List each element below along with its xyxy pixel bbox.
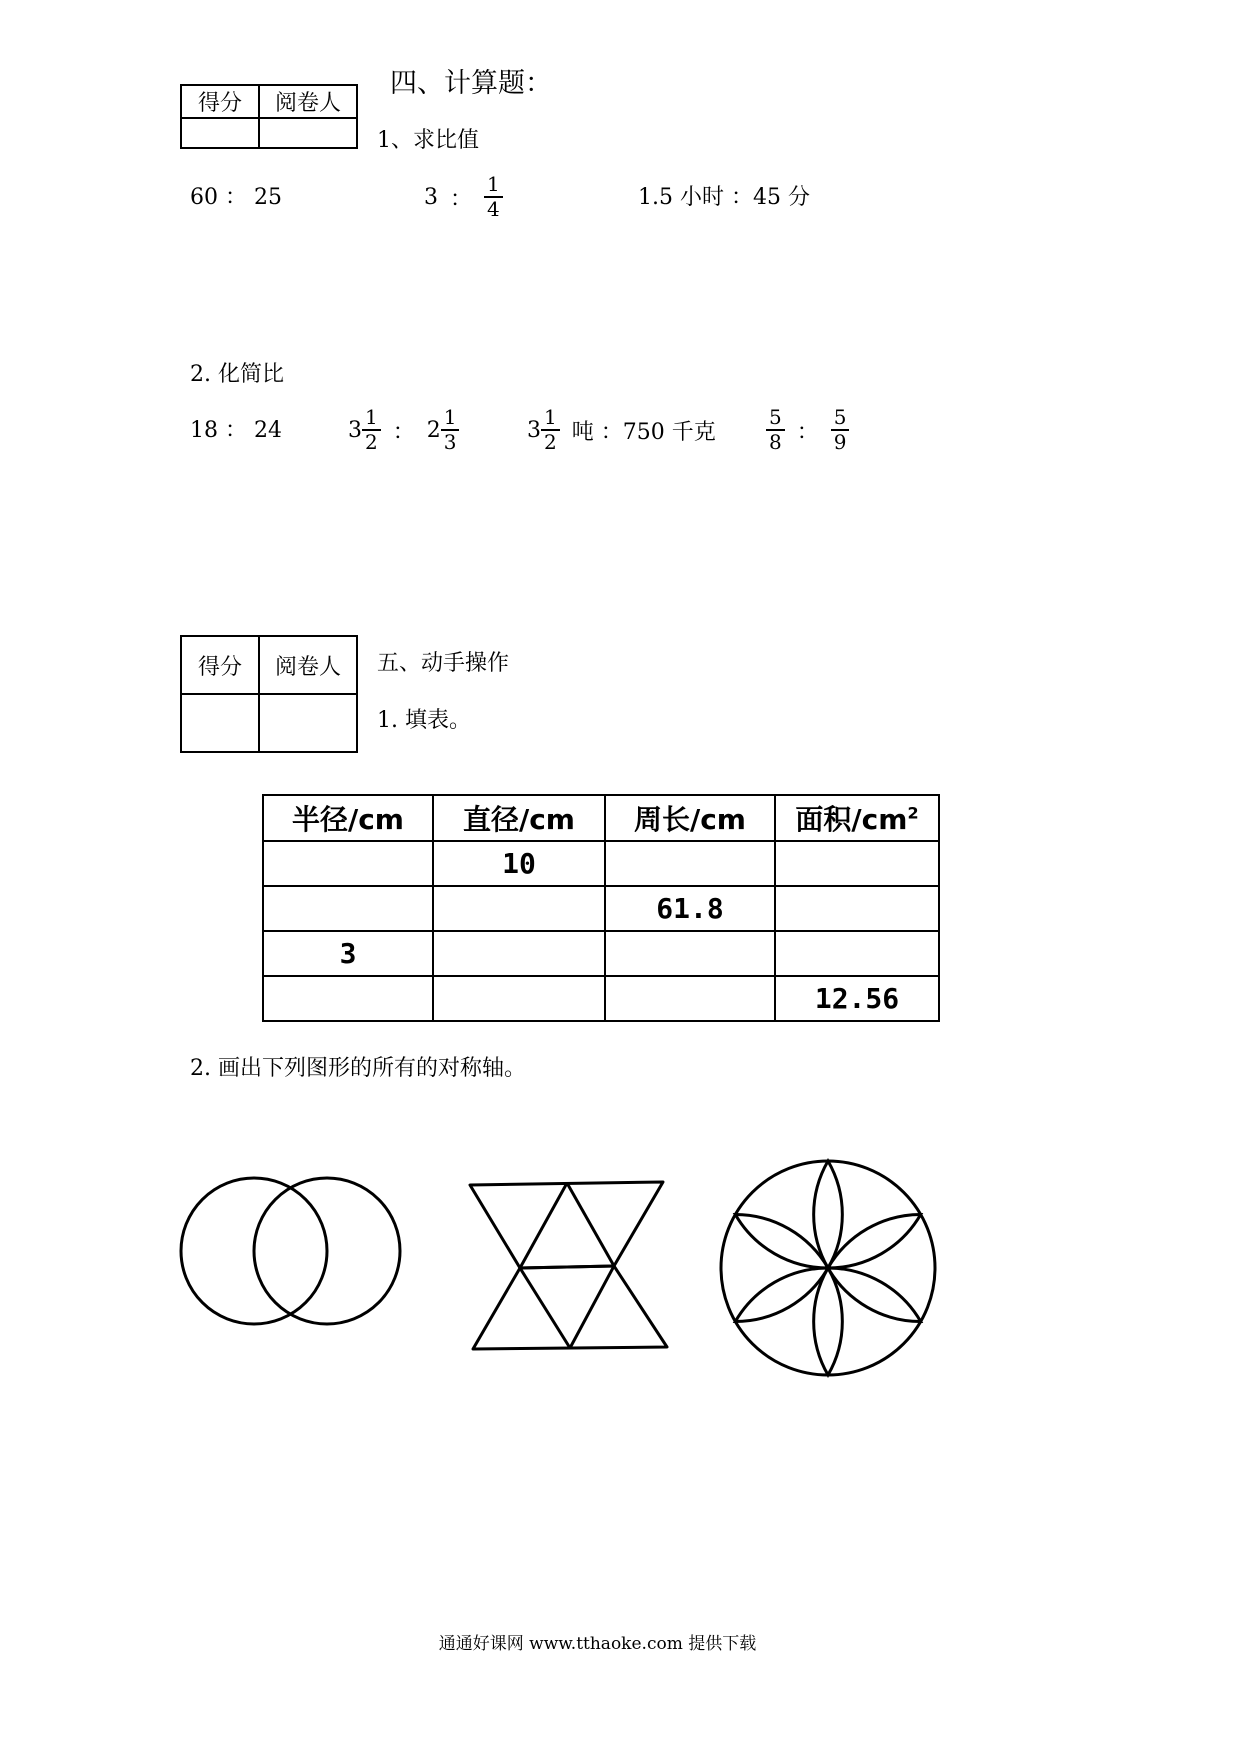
fraction xyxy=(441,406,460,454)
table-cell[interactable] xyxy=(775,841,939,886)
denominator: 2 xyxy=(544,430,557,454)
table-cell[interactable] xyxy=(605,931,775,976)
q2-item-2 xyxy=(348,406,459,454)
q1-item-1: 60 ： 25 xyxy=(190,185,282,210)
header-circumference: 周长/cm xyxy=(605,795,775,841)
fraction xyxy=(831,406,850,454)
table-cell[interactable]: 61.8 xyxy=(605,886,775,931)
table-cell[interactable]: 12.56 xyxy=(775,976,939,1021)
q2-item-1: 18 ： 24 xyxy=(190,418,282,443)
table-header-row xyxy=(263,795,939,841)
score-label: 得分 xyxy=(181,636,259,694)
table-cell[interactable] xyxy=(263,841,433,886)
petals xyxy=(735,1161,920,1375)
fill-table-label: 1. 填表。 xyxy=(377,708,471,733)
table-cell[interactable] xyxy=(433,976,605,1021)
table-cell[interactable]: 3 xyxy=(263,931,433,976)
grader-cell[interactable] xyxy=(259,118,357,148)
header-radius: 半径/cm xyxy=(263,795,433,841)
section4-title: 四、计算题： xyxy=(390,68,552,99)
fraction xyxy=(362,406,381,454)
table-row xyxy=(263,841,939,886)
unit-text: 吨 ：750 千克 xyxy=(571,419,716,445)
table-cell[interactable]: 10 xyxy=(433,841,605,886)
numerator: 1 xyxy=(441,406,460,431)
flower-circle-figure xyxy=(712,1152,944,1384)
denominator: 4 xyxy=(487,197,500,221)
fraction xyxy=(541,406,560,454)
numerator: 1 xyxy=(541,406,560,431)
triangle-edge xyxy=(567,1183,614,1266)
denominator: 2 xyxy=(365,430,378,454)
whole-number: 3 xyxy=(424,184,438,210)
ratio-sign: ： xyxy=(796,419,819,445)
score-box-1 xyxy=(180,84,358,149)
grader-label: 阅卷人 xyxy=(259,636,357,694)
header-area-text: 面积/cm xyxy=(795,803,908,836)
q1-label: 1、求比值 xyxy=(377,128,479,153)
table-cell[interactable] xyxy=(433,886,605,931)
q2-label: 2. 化简比 xyxy=(190,362,284,387)
table-row xyxy=(263,976,939,1021)
triangle-edge xyxy=(520,1268,570,1348)
grader-label: 阅卷人 xyxy=(259,85,357,118)
table-cell[interactable] xyxy=(263,976,433,1021)
ratio-sign: ： xyxy=(450,186,473,212)
overlapping-circles-figure xyxy=(170,1165,410,1355)
header-diameter: 直径/cm xyxy=(433,795,605,841)
table-cell[interactable] xyxy=(605,841,775,886)
area-exponent: 2 xyxy=(907,803,919,823)
symmetry-label: 2. 画出下列图形的所有的对称轴。 xyxy=(190,1056,526,1081)
q1-item-2 xyxy=(424,173,503,221)
numerator: 1 xyxy=(362,406,381,431)
footer-text: 通通好课网 www.tthaoke.com 提供下载 xyxy=(438,1634,757,1654)
q2-item-4 xyxy=(766,406,849,454)
table-cell[interactable] xyxy=(263,886,433,931)
table-cell[interactable] xyxy=(775,886,939,931)
whole-number: 3 xyxy=(348,417,362,443)
numerator: 5 xyxy=(831,406,850,431)
grader-cell[interactable] xyxy=(259,694,357,752)
bottom-trapezoid xyxy=(473,1266,667,1349)
numerator: 1 xyxy=(484,173,503,198)
table-row xyxy=(263,886,939,931)
table-cell[interactable] xyxy=(775,931,939,976)
table-cell[interactable] xyxy=(433,931,605,976)
section5-title: 五、动手操作 xyxy=(377,651,510,676)
table-row xyxy=(263,931,939,976)
score-box-2 xyxy=(180,635,358,753)
circle-table xyxy=(262,794,940,1022)
score-cell[interactable] xyxy=(181,118,259,148)
triangle-edge xyxy=(520,1183,567,1268)
table-cell[interactable] xyxy=(605,976,775,1021)
fraction xyxy=(766,406,785,454)
fraction xyxy=(484,173,503,221)
denominator: 9 xyxy=(833,430,847,454)
ratio-sign: ： xyxy=(392,419,415,445)
denominator: 3 xyxy=(443,430,457,454)
score-cell[interactable] xyxy=(181,694,259,752)
denominator: 8 xyxy=(769,430,782,454)
triangle-edge xyxy=(570,1266,614,1348)
numerator: 5 xyxy=(766,406,785,431)
q1-item-3: 1.5 小时 ：45 分 xyxy=(638,185,810,210)
top-trapezoid xyxy=(470,1182,663,1268)
q2-item-3 xyxy=(527,406,716,454)
score-label: 得分 xyxy=(181,85,259,118)
triangles-figure xyxy=(460,1170,680,1360)
whole-number: 3 xyxy=(527,417,541,443)
header-area xyxy=(775,795,939,841)
whole-number: 2 xyxy=(426,417,441,443)
